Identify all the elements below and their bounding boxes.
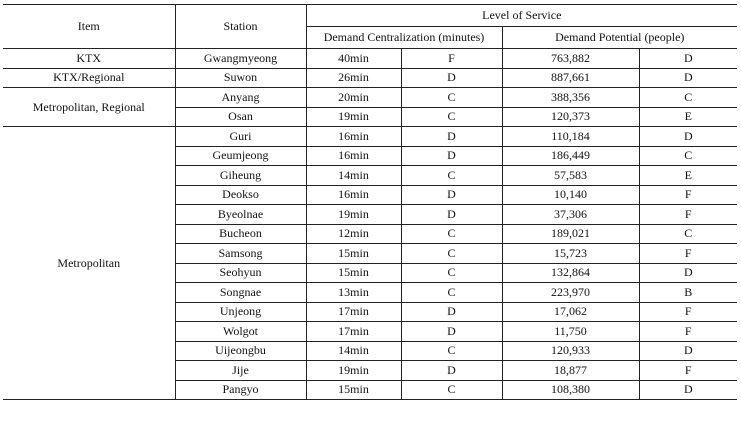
station-cell: Suwon [175,68,306,88]
potential-grade-cell: E [639,166,737,186]
potential-people-cell: 189,021 [502,224,639,244]
station-cell: Osan [175,107,306,127]
station-cell: Jije [175,361,306,381]
potential-people-cell: 120,933 [502,341,639,361]
station-cell: Uijeongbu [175,341,306,361]
centralization-minutes-cell: 16min [306,146,401,166]
station-cell: Deokso [175,185,306,205]
potential-people-cell: 17,062 [502,302,639,322]
potential-grade-cell: F [639,185,737,205]
potential-people-cell: 108,380 [502,380,639,400]
centralization-minutes-cell: 12min [306,224,401,244]
header-level-of-service: Level of Service [306,5,737,27]
centralization-minutes-cell: 40min [306,49,401,69]
station-cell: Geumjeong [175,146,306,166]
station-cell: Bucheon [175,224,306,244]
centralization-grade-cell: D [401,205,502,225]
centralization-grade-cell: D [401,361,502,381]
station-cell: Gwangmyeong [175,49,306,69]
centralization-minutes-cell: 17min [306,322,401,342]
centralization-grade-cell: F [401,49,502,69]
potential-people-cell: 110,184 [502,127,639,147]
centralization-minutes-cell: 17min [306,302,401,322]
station-cell: Anyang [175,88,306,108]
potential-people-cell: 120,373 [502,107,639,127]
potential-people-cell: 11,750 [502,322,639,342]
potential-grade-cell: C [639,146,737,166]
centralization-minutes-cell: 26min [306,68,401,88]
potential-people-cell: 223,970 [502,283,639,303]
potential-people-cell: 388,356 [502,88,639,108]
header-station: Station [175,5,306,49]
centralization-minutes-cell: 20min [306,88,401,108]
station-cell: Samsong [175,244,306,264]
centralization-grade-cell: C [401,224,502,244]
centralization-grade-cell: C [401,263,502,283]
centralization-grade-cell: C [401,283,502,303]
table-body [3,49,737,400]
header-demand-centralization: Demand Centralization (minutes) [306,27,502,49]
item-cell: KTX/Regional [3,68,175,88]
centralization-grade-cell: C [401,107,502,127]
potential-people-cell: 57,583 [502,166,639,186]
potential-grade-cell: D [639,380,737,400]
centralization-minutes-cell: 16min [306,185,401,205]
potential-people-cell: 887,661 [502,68,639,88]
potential-people-cell: 10,140 [502,185,639,205]
centralization-minutes-cell: 15min [306,244,401,264]
potential-grade-cell: B [639,283,737,303]
potential-people-cell: 132,864 [502,263,639,283]
table-row [3,127,737,147]
potential-grade-cell: F [639,302,737,322]
station-cell: Unjeong [175,302,306,322]
station-cell: Seohyun [175,263,306,283]
station-cell: Giheung [175,166,306,186]
centralization-minutes-cell: 19min [306,205,401,225]
potential-grade-cell: F [639,322,737,342]
centralization-grade-cell: C [401,88,502,108]
centralization-grade-cell: C [401,166,502,186]
item-cell: Metropolitan [3,127,175,400]
potential-grade-cell: D [639,68,737,88]
potential-people-cell: 763,882 [502,49,639,69]
potential-people-cell: 15,723 [502,244,639,264]
centralization-minutes-cell: 19min [306,361,401,381]
potential-grade-cell: D [639,341,737,361]
centralization-minutes-cell: 14min [306,166,401,186]
centralization-minutes-cell: 14min [306,341,401,361]
centralization-minutes-cell: 15min [306,263,401,283]
station-cell: Pangyo [175,380,306,400]
centralization-grade-cell: D [401,185,502,205]
potential-grade-cell: F [639,244,737,264]
header-demand-potential: Demand Potential (people) [502,27,737,49]
centralization-grade-cell: D [401,302,502,322]
centralization-grade-cell: D [401,322,502,342]
potential-grade-cell: F [639,205,737,225]
centralization-grade-cell: D [401,68,502,88]
centralization-minutes-cell: 15min [306,380,401,400]
table-row [3,68,737,88]
centralization-minutes-cell: 13min [306,283,401,303]
centralization-grade-cell: D [401,127,502,147]
potential-grade-cell: C [639,224,737,244]
header-item: Item [3,5,175,49]
item-cell: KTX [3,49,175,69]
potential-grade-cell: E [639,107,737,127]
centralization-minutes-cell: 19min [306,107,401,127]
station-cell: Byeolnae [175,205,306,225]
item-cell: Metropolitan, Regional [3,88,175,127]
station-cell: Songnae [175,283,306,303]
potential-people-cell: 37,306 [502,205,639,225]
table-row [3,88,737,108]
potential-people-cell: 18,877 [502,361,639,381]
station-cell: Wolgot [175,322,306,342]
centralization-grade-cell: C [401,341,502,361]
potential-grade-cell: D [639,127,737,147]
centralization-grade-cell: C [401,244,502,264]
centralization-grade-cell: D [401,146,502,166]
potential-people-cell: 186,449 [502,146,639,166]
potential-grade-cell: D [639,49,737,69]
potential-grade-cell: C [639,88,737,108]
potential-grade-cell: D [639,263,737,283]
station-cell: Guri [175,127,306,147]
centralization-grade-cell: C [401,380,502,400]
level-of-service-table [3,4,737,400]
potential-grade-cell: F [639,361,737,381]
table-row [3,49,737,69]
centralization-minutes-cell: 16min [306,127,401,147]
